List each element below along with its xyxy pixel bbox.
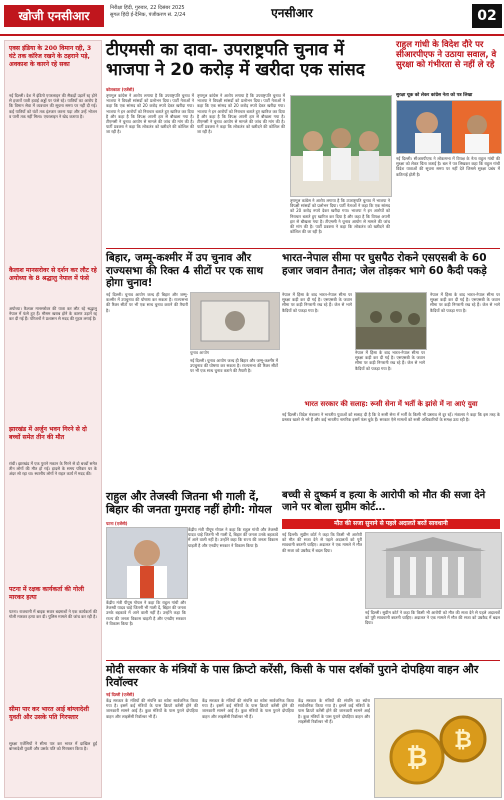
sc-photo — [365, 532, 502, 609]
sc-paragraph-2: नई दिल्ली। सुप्रीम कोर्ट ने कहा कि किसी भी आरोपी को मौत की सजा देने से पहले अदालतों को पूरी सावधानी बरतनी चाहिए। अदालत ने एक मामले में मौत की सजा को उम्रकैद में बदल दिया। — [365, 610, 500, 626]
sc-photo-art — [366, 533, 501, 608]
date-sub: सुगल हिंदी ई-दैनिक, पंजीकरण सं. 2/24 — [110, 12, 186, 18]
sc-text — [282, 532, 362, 657]
paper-name: खोजी एनसीआर — [4, 5, 104, 27]
goel-photo-art — [107, 528, 187, 598]
bottom-text-2 — [202, 698, 294, 796]
bottom-byline: नई दिल्ली (एजेंसी) — [106, 692, 135, 697]
nepal-paragraph: नेपाल में हिंसा के बाद भारत-नेपाल सीमा पर सुरक्षा कड़ी कर दी गई है। एसएसबी के जवान सीमा पर कड़ी निगरानी रख रहे हैं। जेल से भागे कैदियों को पकड़ा गया है। — [282, 292, 352, 313]
left-story1-headline: एक्स इंडिया के 200 विमान रद्दी, 3 घंटे तक कॉरेज रखने के ठहराने पड़े, अवकाश के कारने रहे सका — [9, 45, 92, 68]
date-text: निरीक्षा हिंदी, गुरुवार, 22 दिसंबर 2025 — [110, 5, 185, 11]
rahul-crpf-headline: राहुल गांधी के विदेश दौरे पर सीआरपीएफ ने उठाया सवाल, वे सुरक्षा को गंभीरता से नहीं ले रहे — [396, 40, 497, 70]
bihar-text — [106, 292, 188, 397]
goel-text-2 — [106, 600, 186, 657]
bottom-text-1 — [106, 698, 198, 796]
left-story1-text — [9, 93, 97, 268]
left-story1-paragraph: नई दिल्ली। देश में इंडिगो एयरलाइन की सैकड़ों उड़ानें रद्द होने से हजारों यात्री हवाई अड्डों पर फंसे रहे। यात्रियों का आरोप है कि विमान सेवा में व्यवधान की सूचना समय पर नहीं दी गई। कई यात्रियों को घंटों तक इंतजार करना पड़ा और उन्हें भोजन व पानी तक नहीं मिला। एयरलाइन ने खेद जताया है। — [9, 93, 97, 119]
goel-text — [188, 527, 278, 657]
left-story5-text — [9, 741, 97, 791]
lead-text-col3 — [290, 198, 390, 246]
lead-paragraph: तृणमूल कांग्रेस ने आरोप लगाया है कि उपराष्ट्रपति चुनाव में भाजपा ने विपक्षी सांसदों को प्रलोभन दिया। पार्टी नेताओं ने कहा कि एक सांसद को 20 करोड़ रुपये देकर खरीदा गया। भाजपा ने इन आरोपों को निराधार बताते हुए खारिज कर दिया है और कहा है कि विपक्ष अपनी हार से बौखला गया है। टीएमसी ने चुनाव आयोग से मामले की जांच की मांग की है। पार्टी प्रवक्ता ने कहा कि लोकतंत्र को खरीदने की कोशिश की जा रही है। — [106, 93, 194, 135]
goel-headline: राहुल और तेजस्वी जितना भी गाली दें, बिहार की जनता गुमराह नहीं होगी: गोयल — [106, 490, 272, 516]
nepal-text-3 — [355, 350, 425, 398]
left-story4-headline: पटना में रक्षक कार्यकर्ता की गोली मारकर हत्या — [9, 586, 84, 601]
nepal-photo — [355, 292, 427, 350]
page-number: 02 — [472, 4, 502, 28]
bottom-text-3 — [298, 698, 370, 796]
left-story2-headline: कैलाश मानसरोवर से दर्शन कर लौट रहे अयोध्या के 8 श्रद्धालु नेपाल में फंसे — [9, 267, 97, 282]
bihar-photo — [190, 292, 280, 350]
lead-text-col1 — [106, 93, 194, 245]
nepal-photo-art — [356, 293, 426, 349]
rahul-crpf-text — [396, 156, 500, 246]
rahul-photo-art — [397, 101, 501, 153]
bihar-photo-art — [191, 293, 279, 349]
bottom-paragraph-1: केंद्र सरकार के मंत्रियों की संपत्ति का ब्योरा सार्वजनिक किया गया है। इसमें कई मंत्रियों के पास क्रिप्टो करेंसी होने की जानकारी सामने आई है। कुछ मंत्रियों के पास पुराने दोपहिया वाहन और लाइसेंसी रिवॉल्वर भी हैं। — [106, 698, 198, 719]
goel-paragraph: केंद्रीय मंत्री पीयूष गोयल ने कहा कि राहुल गांधी और तेजस्वी यादव चाहे जितनी भी गाली दें, बिहार की जनता उनके बहकावे में आने वाली नहीं है। उन्होंने कहा कि राज्य की जनता विकास चाहती है और एनडीए सरकार ने विकास किया है। — [188, 527, 278, 548]
nepal-headline: भारत-नेपाल सीमा पर घुसपैठ रोकने एसएसबी के 60 हजार जवान तैनात; जेल तोड़कर भागे 60 कैदी पकड़े — [282, 252, 487, 277]
goel-byline: पटना (एजेंसी) — [106, 521, 128, 526]
svg-text:₿: ₿ — [406, 743, 428, 773]
nepal-text — [282, 292, 352, 397]
left-column — [4, 40, 102, 798]
left-story2-paragraph: अयोध्या। कैलाश मानसरोवर की यात्रा कर लौट रहे श्रद्धालु नेपाल में फंसे हुए हैं। मौसम खराब होने के कारण उड़ानें रद्द कर दी गई हैं। परिजनों ने प्रशासन से मदद की गुहार लगाई है। — [9, 306, 97, 322]
left-story5-headline: सीमा पार कर भारत आई बांग्लादेशी युवती और उसके पति गिरफ्तार — [9, 706, 89, 721]
divider-1 — [106, 248, 500, 249]
sc-headline: बच्ची से दुष्कर्म व हत्या के आरोपी को मौत की सजा देने जाने पर बोला सुप्रीम कोर्ट… — [282, 490, 486, 513]
left-story3-headline: झारखंड में अर्जुन भवन गिरने से दो बच्चों समेत तीन की मौत — [9, 426, 87, 441]
left-story4-paragraph: पटना। राजधानी में बाइक सवार बदमाशों ने एक कार्यकर्ता की गोली मारकर हत्या कर दी। पुलिस मामले की जांच कर रही है। — [9, 609, 97, 620]
nepal-text-2 — [430, 292, 500, 397]
left-story4-text — [9, 609, 97, 709]
section-title: एनसीआर — [271, 6, 313, 20]
sc-text-2 — [365, 610, 500, 657]
rahul-crpf-paragraph: नई दिल्ली। सीआरपीएफ ने लोकसभा में विपक्ष के नेता राहुल गांधी की सुरक्षा को लेकर चिंता जताई है। बल ने पत्र लिखकर कहा कि राहुल गांधी विदेश यात्राओं की सूचना समय पर नहीं देते जिससे सुरक्षा प्रबंध में कठिनाई होती है। — [396, 156, 500, 177]
bottom-paragraph-3: केंद्र सरकार के मंत्रियों की संपत्ति का ब्योरा सार्वजनिक किया गया है। इसमें कई मंत्रियों के पास क्रिप्टो करेंसी होने की जानकारी सामने आई है। कुछ मंत्रियों के पास पुराने दोपहिया वाहन और लाइसेंसी रिवॉल्वर भी हैं। — [298, 698, 370, 724]
sc-paragraph: नई दिल्ली। सुप्रीम कोर्ट ने कहा कि किसी भी आरोपी को मौत की सजा देने से पहले अदालतों को पूरी सावधानी बरतनी चाहिए। अदालत ने एक मामले में मौत की सजा को उम्रकैद में बदल दिया। — [282, 532, 362, 553]
svg-text:₿: ₿ — [454, 728, 472, 753]
left-story3-paragraph: रांची। झारखंड में एक पुराने मकान के गिरने से दो बच्चों समेत तीन लोगों की मौत हो गई। हादसे के समय परिवार घर के अंदर सो रहा था। स्थानीय लोगों ने राहत कार्य में मदद की। — [9, 461, 97, 477]
lead-byline: कोलकाता (एजेंसी) — [106, 87, 135, 92]
bihar-caption: चुनाव आयोग — [190, 350, 209, 355]
crypto-coin-icon — [375, 699, 501, 797]
lead-headline: टीएमसी का दावा- उपराष्ट्रपति चुनाव में भाजपा ने 20 करोड़ में खरीदा एक सांसद — [106, 40, 365, 80]
left-story3-text — [9, 461, 97, 581]
sc-band: मौत की सजा सुनाने से पहले अदालतें बरतें सावधानी — [282, 519, 500, 529]
lead-paragraph-3: तृणमूल कांग्रेस ने आरोप लगाया है कि उपराष्ट्रपति चुनाव में भाजपा ने विपक्षी सांसदों को प्रलोभन दिया। पार्टी नेताओं ने कहा कि एक सांसद को 20 करोड़ रुपये देकर खरीदा गया। भाजपा ने इन आरोपों को निराधार बताते हुए खारिज कर दिया है और कहा है कि विपक्ष अपनी हार से बौखला गया है। टीएमसी ने चुनाव आयोग से मामले की जांच की मांग की है। पार्टी प्रवक्ता ने कहा कि लोकतंत्र को खरीदने की कोशिश की जा रही है। — [290, 198, 390, 235]
left-story2-text — [9, 306, 97, 426]
bihar-paragraph-2: नई दिल्ली। चुनाव आयोग जल्द ही बिहार और जम्मू-कश्मीर में उपचुनाव की घोषणा कर सकता है। राज्यसभा की रिक्त सीटों पर भी एक साथ चुनाव कराने की तैयारी है। — [190, 358, 278, 374]
bihar-paragraph: नई दिल्ली। चुनाव आयोग जल्द ही बिहार और जम्मू-कश्मीर में उपचुनाव की घोषणा कर सकता है। राज्यसभा की रिक्त सीटों पर भी एक साथ चुनाव कराने की तैयारी है। — [106, 292, 188, 313]
rahul-crpf-sub: सुरक्षा चूक को लेकर कांग्रेस नेता को पत्र लिखा — [396, 93, 473, 98]
bottom-headline: मोदी सरकार के मंत्रियों के पास क्रिप्टो करेंसी, किसी के पास दर्शकों पुराने दोपहिया वाहन और रिवॉल्वर — [106, 663, 479, 689]
lead-text-col2 — [197, 93, 285, 245]
divider-2 — [106, 660, 500, 661]
band-headline: भारत सरकार की सलाह: रूसी सेना में भर्ती के झांसे में ना आएं युवा — [304, 400, 478, 408]
nepal-paragraph-3: नेपाल में हिंसा के बाद भारत-नेपाल सीमा पर सुरक्षा कड़ी कर दी गई है। एसएसबी के जवान सीमा पर कड़ी निगरानी रख रहे हैं। जेल से भागे कैदियों को पकड़ा गया है। — [355, 350, 425, 371]
nepal-paragraph-2: नेपाल में हिंसा के बाद भारत-नेपाल सीमा पर सुरक्षा कड़ी कर दी गई है। एसएसबी के जवान सीमा पर कड़ी निगरानी रख रहे हैं। जेल से भागे कैदियों को पकड़ा गया है। — [430, 292, 500, 313]
band-text — [282, 412, 500, 487]
crypto-photo — [374, 698, 502, 798]
goel-paragraph-2: केंद्रीय मंत्री पीयूष गोयल ने कहा कि राहुल गांधी और तेजस्वी यादव चाहे जितनी भी गाली दें, बिहार की जनता उनके बहकावे में आने वाली नहीं है। उन्होंने कहा कि राज्य की जनता विकास चाहती है और एनडीए सरकार ने विकास किया है। — [106, 600, 186, 626]
lead-photo-art — [291, 96, 391, 196]
band-paragraph: नई दिल्ली। विदेश मंत्रालय ने भारतीय युवाओं को सलाह दी है कि वे रूसी सेना में भर्ती के किसी भी प्रस्ताव से दूर रहें। मंत्रालय ने कहा कि इस तरह के प्रस्ताव खतरे से भरे हैं और कई भारतीय नागरिक इसमें फंस चुके हैं। सरकार ऐसे मामलों को रूसी अधिकारियों के समक्ष उठा रही है। — [282, 412, 500, 423]
goel-photo — [106, 527, 188, 599]
bihar-text-2 — [190, 358, 278, 398]
lead-paragraph-2: तृणमूल कांग्रेस ने आरोप लगाया है कि उपराष्ट्रपति चुनाव में भाजपा ने विपक्षी सांसदों को प्रलोभन दिया। पार्टी नेताओं ने कहा कि एक सांसद को 20 करोड़ रुपये देकर खरीदा गया। भाजपा ने इन आरोपों को निराधार बताते हुए खारिज कर दिया है और कहा है कि विपक्ष अपनी हार से बौखला गया है। टीएमसी ने चुनाव आयोग से मामले की जांच की मांग की है। पार्टी प्रवक्ता ने कहा कि लोकतंत्र को खरीदने की कोशिश की जा रही है। — [197, 93, 285, 135]
bihar-headline: बिहार, जम्मू-कश्मीर में उप चुनाव और राज्यसभा की रिक्त 4 सीटों पर एक साथ होगा चुनाव! — [106, 252, 264, 289]
bottom-paragraph-2: केंद्र सरकार के मंत्रियों की संपत्ति का ब्योरा सार्वजनिक किया गया है। इसमें कई मंत्रियों के पास क्रिप्टो करेंसी होने की जानकारी सामने आई है। कुछ मंत्रियों के पास पुराने दोपहिया वाहन और लाइसेंसी रिवॉल्वर भी हैं। — [202, 698, 294, 719]
left-story5-paragraph: सुरक्षा एजेंसियों ने सीमा पार कर भारत में दाखिल हुई बांग्लादेशी युवती और उसके पति को गिरफ्तार किया है। — [9, 741, 97, 752]
lead-photo — [290, 95, 392, 197]
rahul-photo — [396, 100, 502, 154]
